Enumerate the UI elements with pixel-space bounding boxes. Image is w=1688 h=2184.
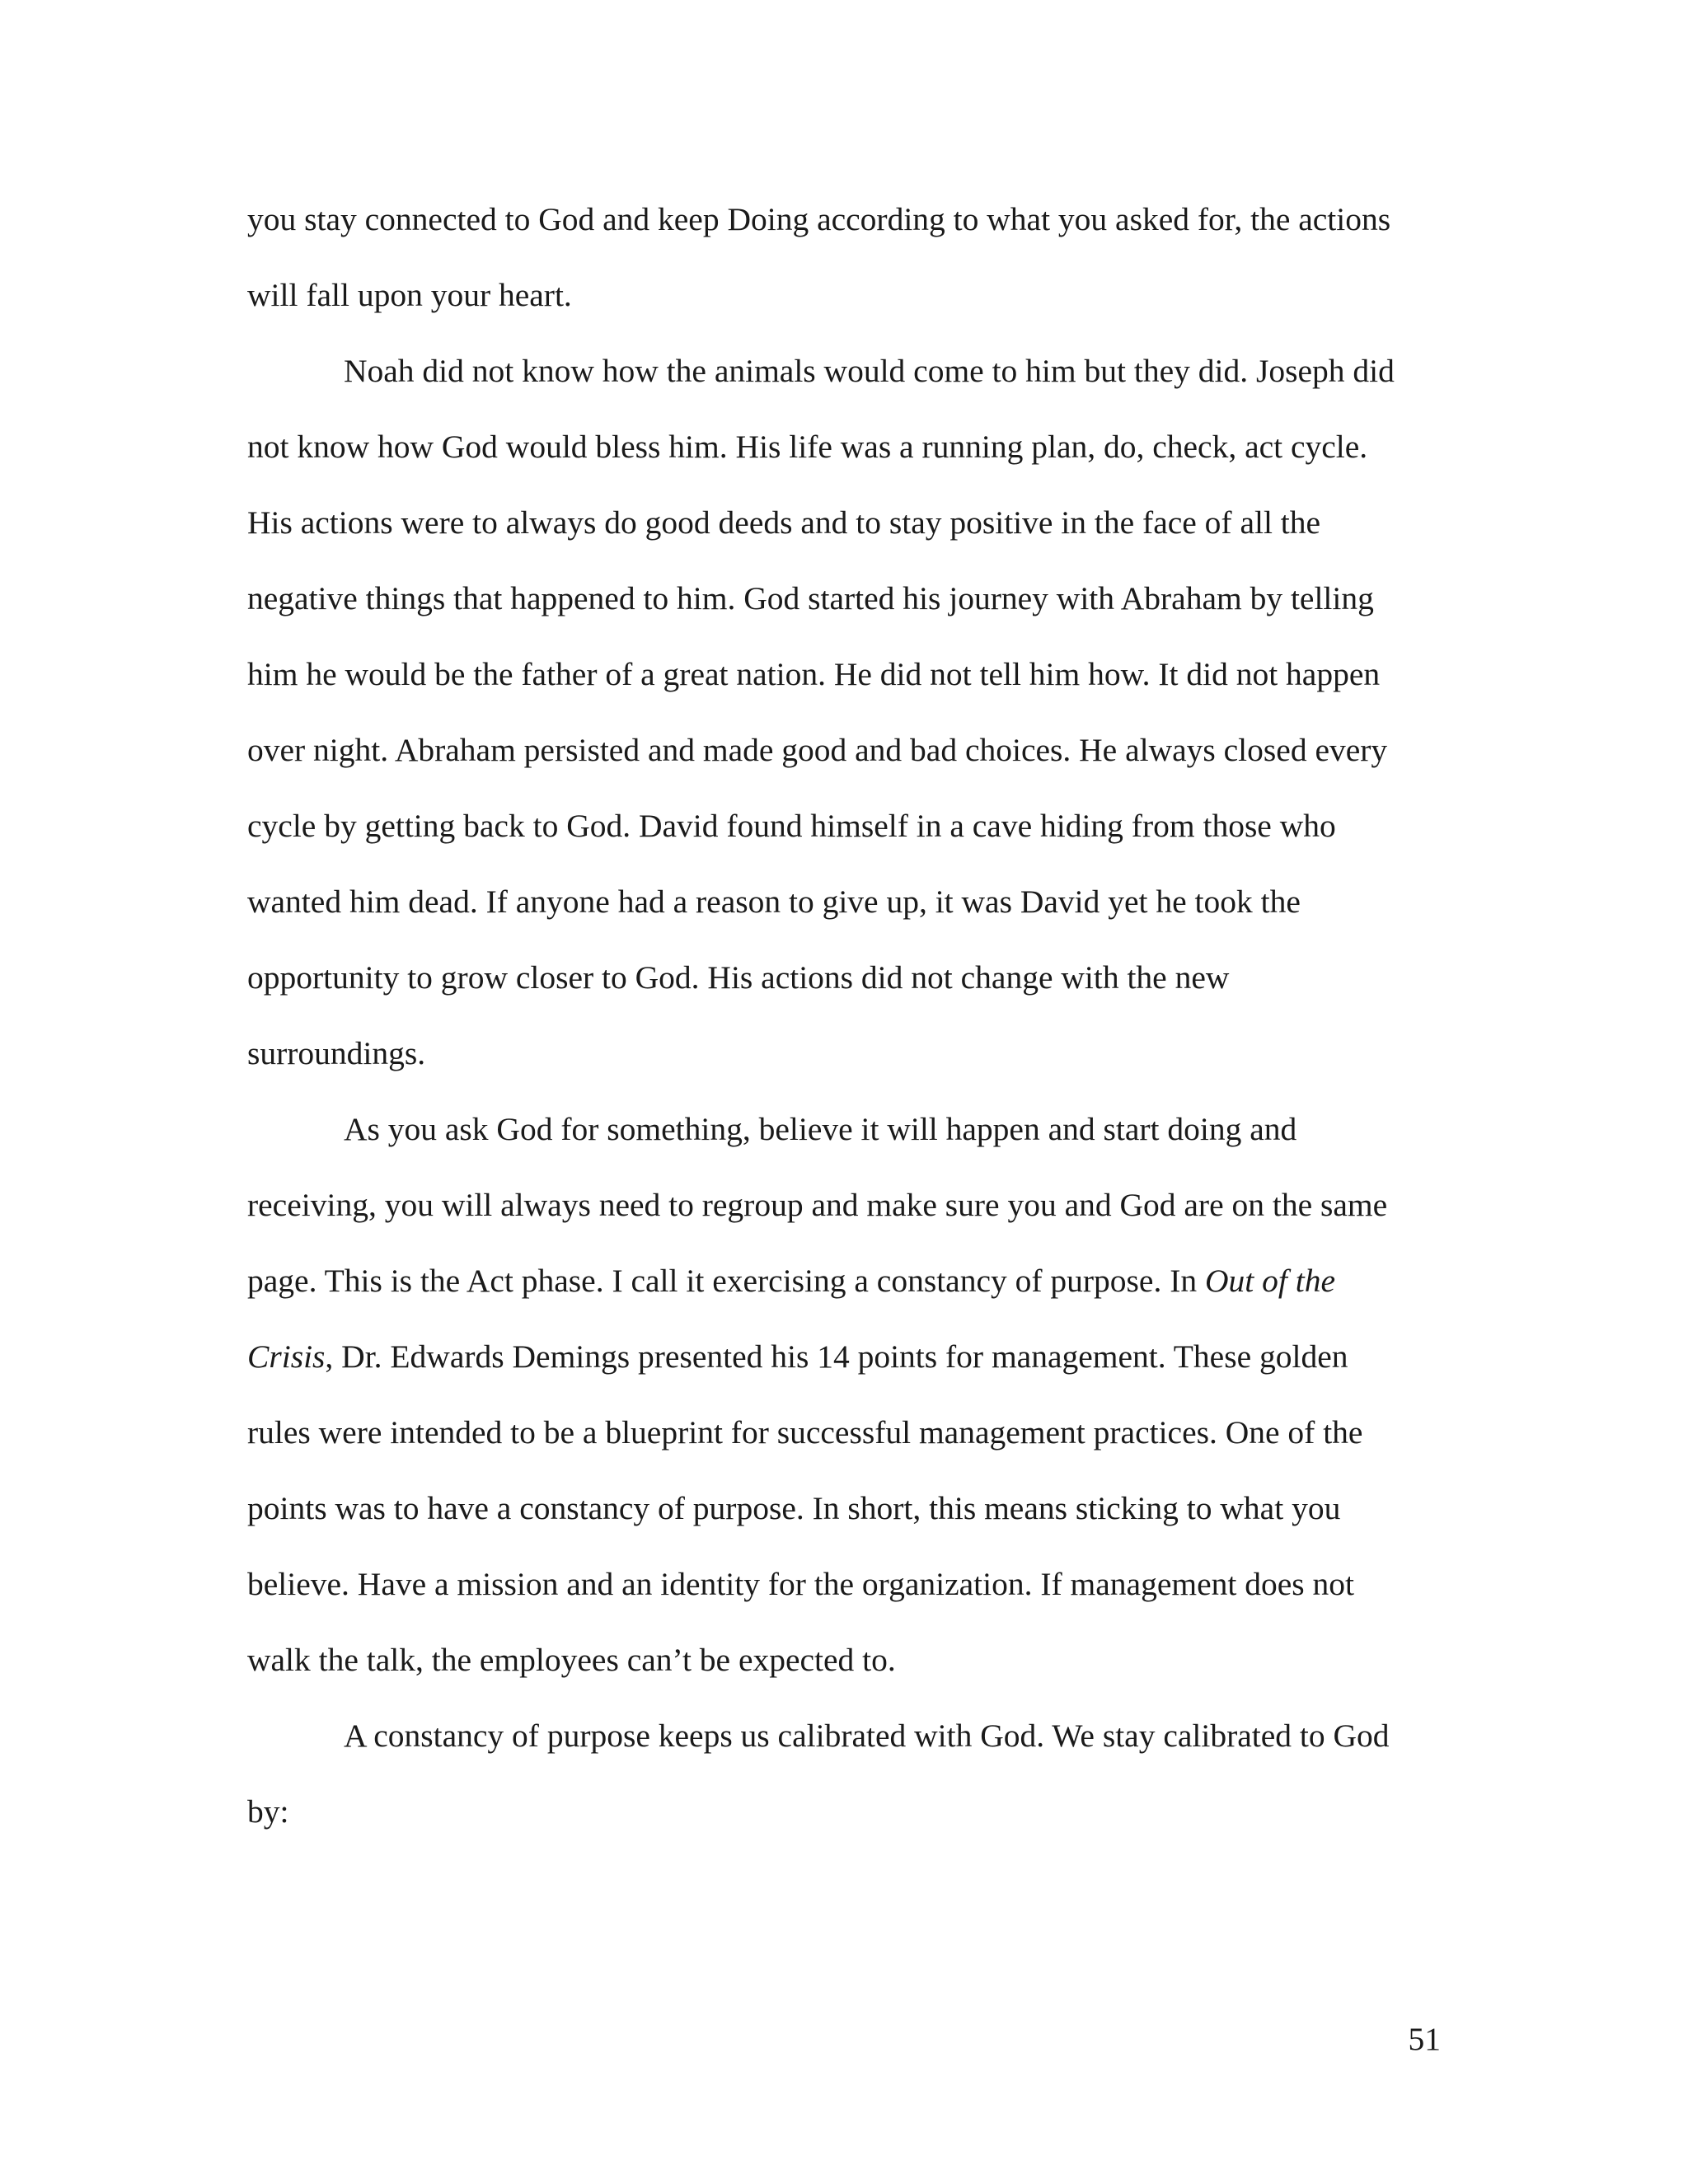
- book-title: Crisis: [247, 1338, 326, 1375]
- text-line: cycle by getting back to God. David found himself in a cave hiding from those who: [247, 808, 1336, 844]
- text-line: not know how God would bless him. His life was a running plan, do, check, act cycle.: [247, 429, 1368, 465]
- book-title: Out of the: [1205, 1263, 1335, 1299]
- text-line: believe. Have a mission and an identity for the organization. If management does not: [247, 1566, 1354, 1602]
- text-line: will fall upon your heart.: [247, 277, 572, 313]
- text-line: receiving, you will always need to regroup and make sure you and God are on the same: [247, 1187, 1388, 1223]
- page-number: 51: [1408, 2021, 1441, 2057]
- text-line: Noah did not know how the animals would come to him but they did. Joseph did: [344, 353, 1395, 389]
- text-line: negative things that happened to him. God started his journey with Abraham by telling: [247, 580, 1374, 616]
- body-text: [247, 181, 1426, 1849]
- text-line: wanted him dead. If anyone had a reason to give up, it was David yet he took the: [247, 883, 1301, 920]
- text-segment: , Dr. Edwards Demings presented his 14 points for management. These golden: [325, 1338, 1348, 1375]
- text-line: by:: [247, 1793, 289, 1830]
- text-line: [247, 1319, 1426, 1394]
- text-line: you stay connected to God and keep Doing according to what you asked for, the actions: [247, 201, 1391, 237]
- text-line: A constancy of purpose keeps us calibrated with God. We stay calibrated to God: [344, 1718, 1390, 1754]
- text-segment: page. This is the Act phase. I call it exercising a constancy of purpose. In: [247, 1263, 1205, 1299]
- text-line: [247, 1243, 1426, 1319]
- text-line: As you ask God for something, believe it will happen and start doing and: [344, 1111, 1297, 1147]
- text-line: rules were intended to be a blueprint for successful management practices. One of the: [247, 1414, 1363, 1451]
- text-line: points was to have a constancy of purpose. In short, this means sticking to what you: [247, 1490, 1341, 1526]
- text-line: him he would be the father of a great nation. He did not tell him how. It did not happen: [247, 656, 1381, 692]
- text-line: surroundings.: [247, 1035, 426, 1071]
- text-line: His actions were to always do good deeds and to stay positive in the face of all the: [247, 504, 1321, 541]
- text-line: opportunity to grow closer to God. His actions did not change with the new: [247, 959, 1230, 996]
- text-line: walk the talk, the employees can’t be expected to.: [247, 1642, 896, 1678]
- text-line: over night. Abraham persisted and made good and bad choices. He always closed every: [247, 732, 1388, 768]
